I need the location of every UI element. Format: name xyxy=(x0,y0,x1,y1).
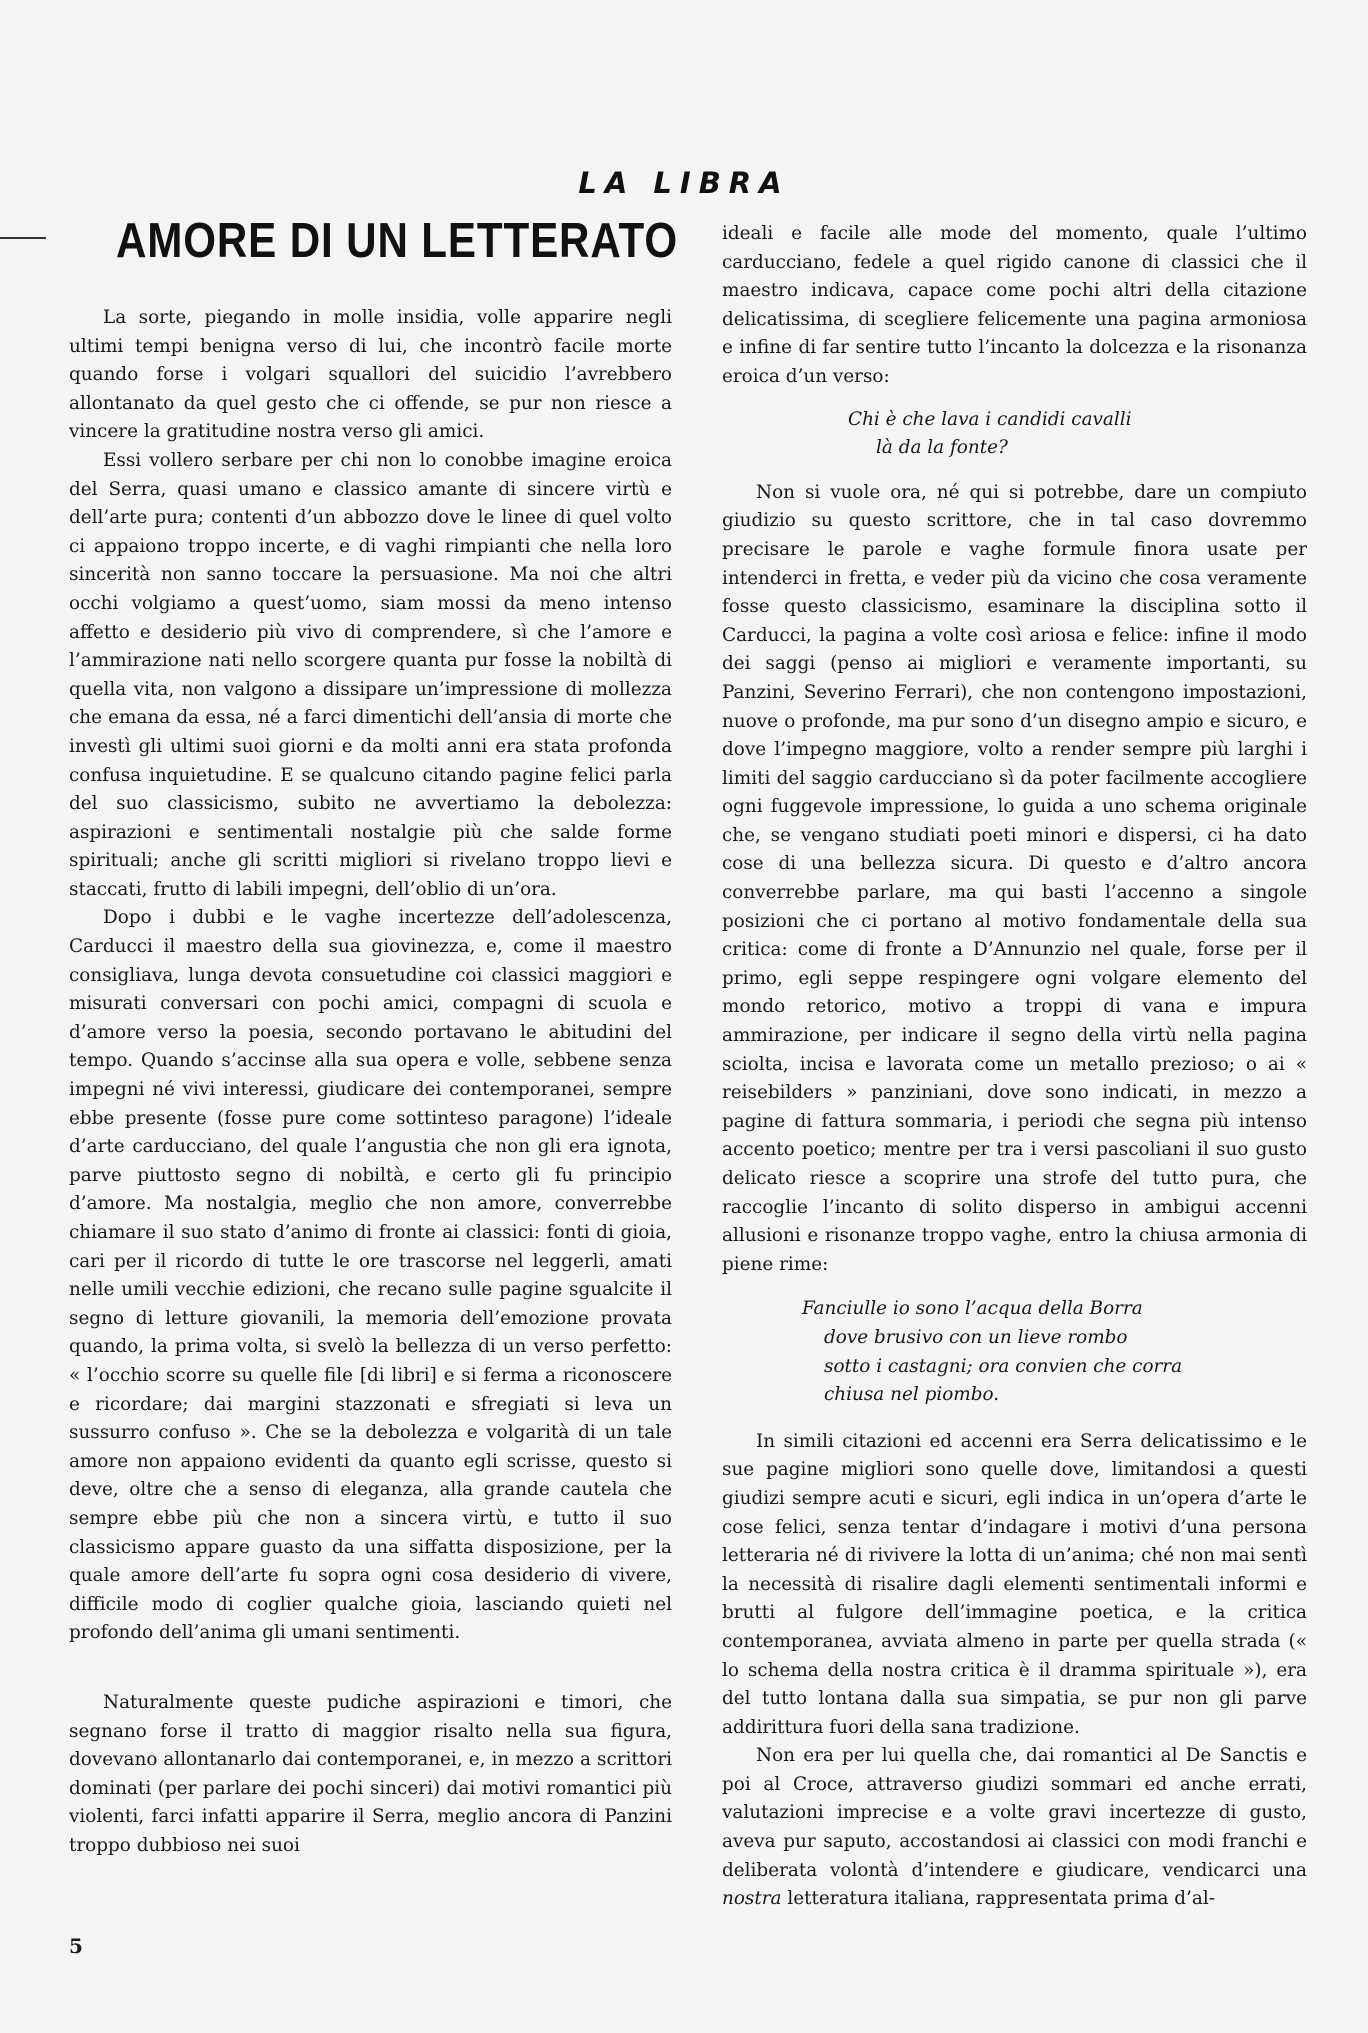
margin-rule xyxy=(0,237,46,239)
magazine-header: LA LIBRA xyxy=(578,166,790,200)
verse-quote xyxy=(848,406,1307,463)
text-run: Non era per lui quella che, dai romantici al De Sanctis e poi al Croce, attraverso giudizi sommari ed anche errati, valutazioni imprecise e a volte gravi incertezze di gusto, aveva pur saputo, accostandosi ai classici con modi franchi e deliberata volontà d’intendere e giudicare, vendicarci una xyxy=(722,1745,1307,1881)
page-number: 5 xyxy=(69,1934,83,1958)
verse-line: Chi è che lava i candidi cavalli xyxy=(848,408,1132,430)
verse-line: chiusa nel piombo. xyxy=(824,1384,1000,1406)
left-column-bottom xyxy=(69,1689,672,1861)
verse-line: Fanciulle io sono l’acqua della Borra xyxy=(802,1298,1143,1320)
article-title: AMORE DI UN LETTERATO xyxy=(116,214,678,268)
paragraph: Essi vollero serbare per chi non lo conobbe imagine eroica del Serra, quasi umano e classico amante di sincere virtù e dell’arte pura; contenti d’un abbozzo dove le linee di quel volto ci appaiono troppo incerte, e di vaghi rimpianti che nella loro sincerità non sanno toccare la persuasione. Ma noi che altri occhi volgiamo a quest’uomo, siam mossi da meno intenso affetto e desiderio più vivo di comprendere, sì che l’amore e l’ammirazione nati nello scorgere quanta pur fosse la nobiltà di quella vita, non valgono a dissipare un’impressione di mollezza che emana da essa, né a farci dimentichi dell’ansia di morte che investì gli ultimi suoi giorni e da molti anni era stata profonda confusa inquietudine. E se qualcuno citando pagine felici parla del suo classicismo, subito ne avvertiamo la debolezza: aspirazioni e sentimentali nostalgie più che salde forme spirituali; anche gli scritti migliori si rivelano troppo lievi e staccati, frutto di labili impegni, dell’oblio di un’ora. xyxy=(69,449,672,900)
verse-line: sotto i castagni; ora convien che corra xyxy=(824,1355,1183,1377)
italic-word: nostra xyxy=(722,1888,782,1910)
paragraph: Naturalmente queste pudiche aspirazioni e timori, che segnano forse il tratto di maggior risalto nella sua figura, dovevano allontanarlo dai contemporanei, e, in mezzo a scrittori dominati (per parlare dei pochi sinceri) dai motivi romantici più violenti, farci infatti apparire il Serra, meglio ancora di Panzini troppo dubbioso nei suoi xyxy=(69,1692,672,1856)
paragraph xyxy=(722,1742,1307,1914)
right-column xyxy=(722,220,1307,1914)
paragraph: Dopo i dubbi e le vaghe incertezze dell’adolescenza, Carducci il maestro della sua giovinezza, e, come il maestro consigliava, lunga devota consuetudine coi classici maggiori e misurati conversari con pochi amici, compagni di scuola e d’amore verso la poesia, secondo portavano le abitudini del tempo. Quando s’accinse alla sua opera e volle, sebbene senza impegni né vivi interessi, giudicare dei contemporanei, sempre ebbe presente (fosse pure come sottinteso paragone) l’ideale d’arte carducciano, del quale l’angustia che non gli era ignota, parve piuttosto segno di nobiltà, e certo gli fu principio d’amore. Ma nostalgia, meglio che non amore, converrebbe chiamare il suo stato d’animo di fronte ai classici: fonti di gioia, cari per il ricordo di tutte le ore trascorse nel leggerli, amati nelle umili vecchie edizioni, che recano sulle pagine sgualcite il segno di letture giovanili, la memoria dell’emozione provata quando, la prima volta, si svelò la bellezza di un verso perfetto: « l’occhio scorre su quelle file [di libri] e si ferma a riconoscere e ricordare; dai margini stazzonati e sfregiati si leva un sussurro confuso ». Che se la debolezza e volgarità di un tale amore non appaiono evidenti da quanto egli scrisse, questo si deve, oltre che a senso di eleganza, alla grande cautela che sempre ebbe più che non a sincera virtù, e tutto il suo classicismo appare guasto da una siffatta disposizione, per la quale amore dell’arte fu sopra ogni cosa desiderio di vivere, difficile modo di coglier qualche gioia, lasciando quieti nel profondo dell’anima gli umani sentimenti. xyxy=(69,907,672,1644)
left-column xyxy=(69,304,672,1648)
verse-line: là da la fonte? xyxy=(876,437,1008,459)
paragraph: Non si vuole ora, né qui si potrebbe, dare un compiuto giudizio su questo scrittore, che in tal caso dovremmo precisare le parole e vaghe formule finora usate per intenderci in fretta, e veder più da vicino che cosa veramente fosse questo classicismo, esaminare la disciplina sotto il Carducci, la pagina a volte così ariosa e felice: infine il modo dei saggi (penso ai migliori e veramente importanti, su Panzini, Severino Ferrari), che non contengono impostazioni, nuove o profonde, ma pur sono d’un disegno ampio e sicuro, e dove l’impegno maggiore, volto a render sempre più larghi i limiti del saggio carducciano sì da poter facilmente accogliere ogni fuggevole impressione, lo guida a uno schema originale che, se vengano studiati poeti minori e dispersi, ci ha dato cose di una bellezza sicura. Di questo e d’altro ancora converrebbe parlare, ma qui basti l’accenno a singole posizioni che ci portano al motivo fondamentale della sua critica: come di fronte a D’Annunzio nel quale, forse per il primo, egli seppe respingere ogni volgare elemento del mondo retorico, motivo a troppi di vana e impura ammirazione, per indicare il segno della virtù nella pagina sciolta, incisa e lavorata come un metallo prezioso; o ai « reisebilders » panziniani, dove sono indicati, in mezzo a pagine di fattura sommaria, i periodi che segna più intenso accento poetico; mentre per tra i versi pascoliani il suo gusto delicato riesce a scoprire una strofe del tutto pura, che raccoglie l’incanto di solito disperso in ambigui accenni allusioni e risonanze troppo vaghe, entro la chiusa armonia di piene rime: xyxy=(722,481,1307,1275)
verse-quote xyxy=(802,1295,1307,1409)
paragraph: La sorte, piegando in molle insidia, volle apparire negli ultimi tempi benigna verso di lui, che incontrò facile morte quando forse i volgari squallori del suicidio l’avrebbero allontanato da quel gesto che ci offende, se pur non riesce a vincere la gratitudine nostra verso gli amici. xyxy=(69,307,672,443)
paragraph: ideali e facile alle mode del momento, quale l’ultimo carducciano, fedele a quel rigido canone di classici che il maestro indicava, capace come pochi altri della citazione delicatissima, di scegliere felicemente una pagina armoniosa e infine di far sentire tutto l’incanto la dolcezza e la risonanza eroica d’un verso: xyxy=(722,223,1307,387)
paragraph: In simili citazioni ed accenni era Serra delicatissimo e le sue pagine migliori sono quelle dove, limitandosi a questi giudizi sempre acuti e sicuri, egli indica in un’opera d’arte le cose felici, senza tentar d’indagare i motivi d’una persona letteraria né di rivivere la lotta di un’anima; ché non mai sentì la necessità di risalire dagli elementi sentimentali informi e brutti al fulgore dell’immagine poetica, e la critica contemporanea, avviata almeno in parte per quella strada (« lo schema della nostra critica è il dramma spirituale »), era del tutto lontana dalla sua simpatia, se pur non gli parve addirittura fuori della sana tradizione. xyxy=(722,1430,1307,1738)
text-run: letteratura italiana, rappresentata prima d’al- xyxy=(787,1888,1215,1910)
verse-line: dove brusivo con un lieve rombo xyxy=(824,1326,1128,1348)
